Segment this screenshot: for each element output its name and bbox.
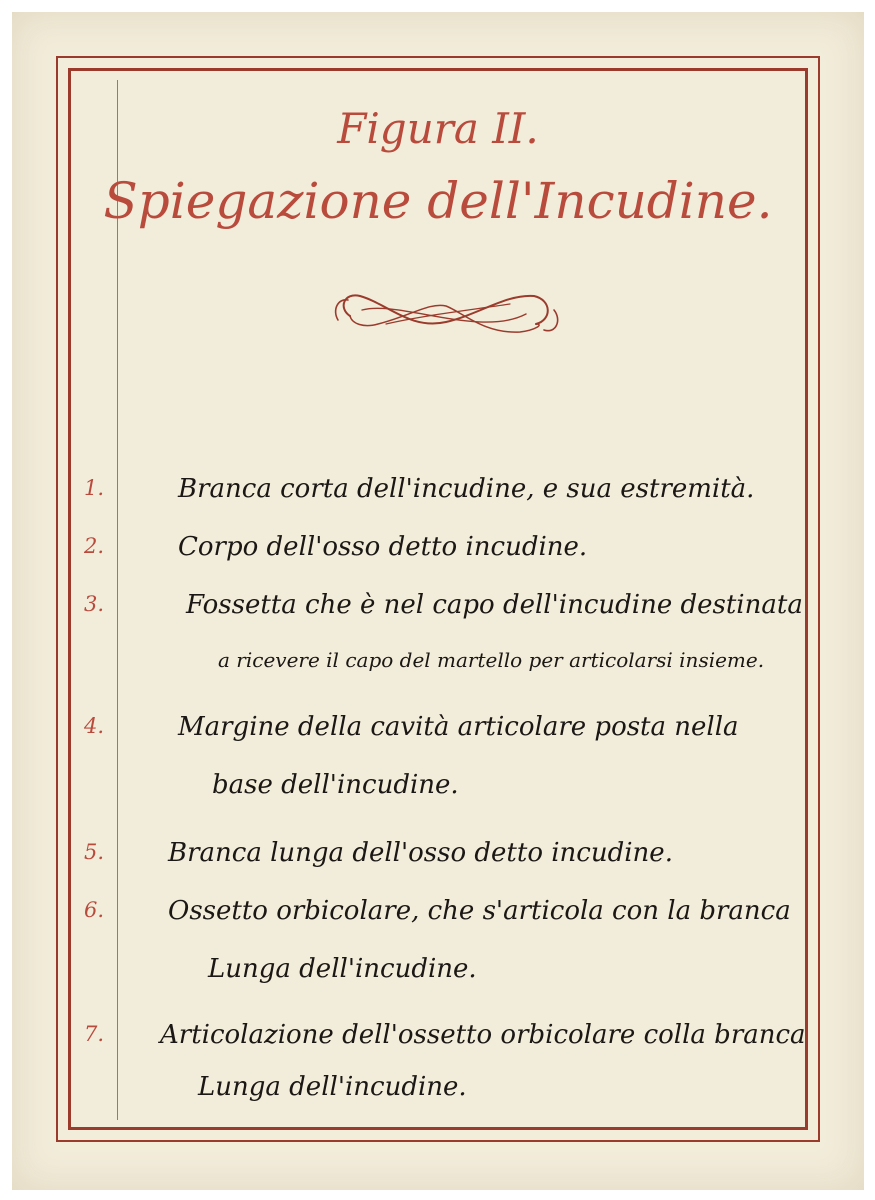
entry-text: Fossetta che è nel capo dell'incudine destinata [186,590,803,620]
entry-text-continued: Lunga dell'incudine. [208,954,477,984]
figure-title: Figura II. [337,104,539,153]
entry-number: 3. [84,592,105,616]
entry-text-continued: a ricevere il capo del martello per articolarsi insieme. [218,648,765,672]
entry-number: 4. [84,714,105,738]
entry-7 [72,1012,812,1122]
entry-text: Articolazione dell'ossetto orbicolare colla branca [160,1020,806,1050]
entry-number: 5. [84,840,105,864]
flourish-ornament-icon [330,280,562,350]
entry-5 [72,830,812,880]
page-subtitle: Spiegazione dell'Incudine. [103,172,773,230]
entry-text-continued: base dell'incudine. [212,770,459,800]
entry-number: 6. [84,898,105,922]
manuscript-page [12,12,864,1190]
entry-text: Ossetto orbicolare, che s'articola con la branca [168,896,791,926]
entry-number: 7. [84,1022,105,1046]
entry-2 [72,524,812,574]
entry-text-continued: Lunga dell'incudine. [198,1072,467,1102]
entry-number: 2. [84,534,105,558]
entry-number: 1. [84,476,105,500]
entry-4 [72,704,812,814]
entry-text: Branca lunga dell'osso detto incudine. [168,838,673,868]
entry-3 [72,582,812,692]
entry-text: Corpo dell'osso detto incudine. [178,532,588,562]
entry-6 [72,888,812,998]
entry-1 [72,466,812,516]
entry-text: Branca corta dell'incudine, e sua estremità. [178,474,755,504]
entry-text: Margine della cavità articolare posta nella [178,712,739,742]
